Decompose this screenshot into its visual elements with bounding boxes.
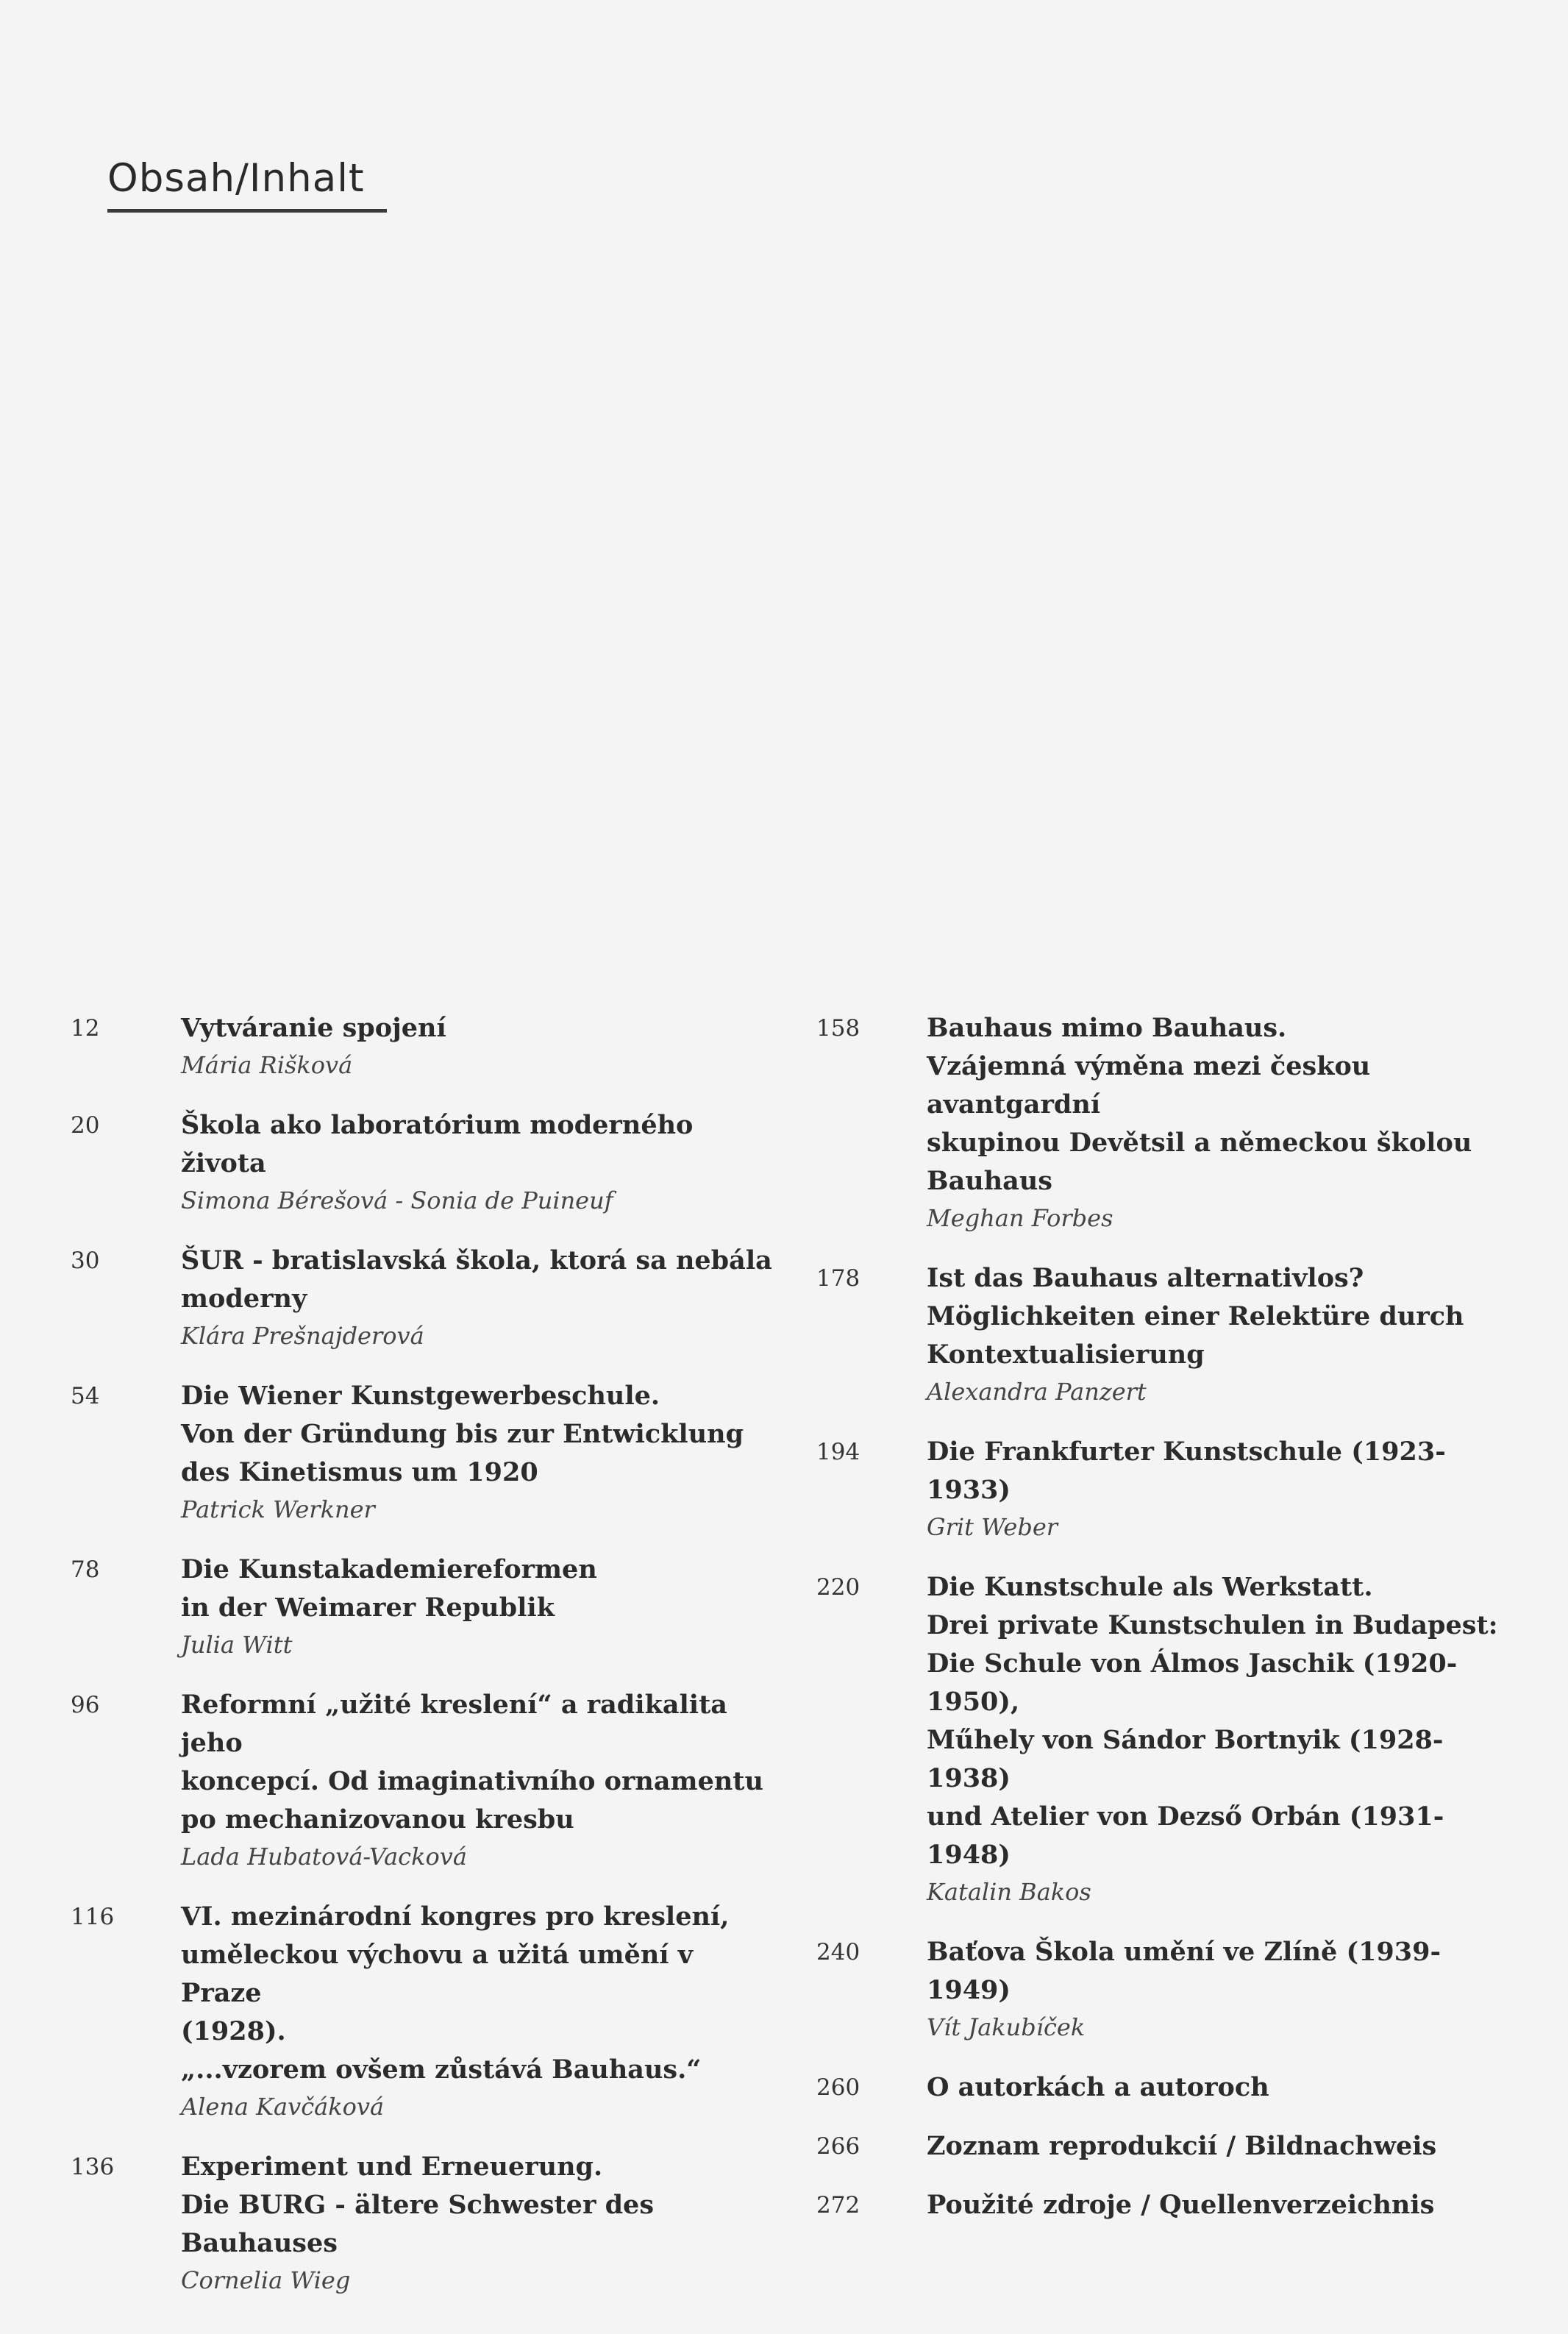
toc-page-number: 194 <box>816 1439 860 1465</box>
toc-entry-author: Meghan Forbes <box>927 1204 1113 1232</box>
toc-entry-title: Die Frankfurter Kunstschule (1923-1933) <box>927 1437 1446 1505</box>
toc-entry-title: ŠUR - bratislavská škola, ktorá sa nebála moderny <box>181 1245 772 1314</box>
toc-entry-title: Ist das Bauhaus alternativlos? Möglichkeiten einer Relektüre durch Kontextualisierung <box>927 1263 1464 1370</box>
toc-entry-author: Vít Jakubíček <box>927 2013 1086 2041</box>
toc-page-number: 240 <box>816 1939 860 1965</box>
toc-entry-title: Vytváranie spojení <box>181 1013 446 1043</box>
toc-entry-author: Alena Kavčáková <box>181 2093 385 2121</box>
toc-page-number: 136 <box>71 2154 115 2180</box>
toc-entry-author: Alexandra Panzert <box>927 1378 1147 1406</box>
toc-entry[interactable] <box>71 2148 777 2298</box>
toc-page-number: 12 <box>71 1015 100 1042</box>
toc-entry-author: Mária Rišková <box>181 1051 353 1079</box>
toc-page-number: 272 <box>816 2192 860 2219</box>
toc-entry-title: O autorkách a autoroch <box>927 2072 1269 2102</box>
toc-entry[interactable] <box>816 1433 1522 1545</box>
toc-entry[interactable] <box>816 1009 1522 1236</box>
toc-column-left <box>71 1009 777 2321</box>
toc-entry-title: Die Kunstschule als Werkstatt. Drei private Kunstschulen in Budapest: Die Schule von Álmos Jaschik (1920-1950), Műhely von Sándor Bortnyik (1928-1938) und Atelier von Dezső Orbán (1931-1948) <box>927 1572 1498 1870</box>
toc-entry[interactable] <box>71 1551 777 1662</box>
toc-entry[interactable] <box>816 1933 1522 2045</box>
toc-page-number: 266 <box>816 2133 860 2160</box>
toc-entry-author: Klára Prešnajderová <box>181 1322 424 1350</box>
toc-page-number: 158 <box>816 1015 860 1042</box>
toc-page-number: 116 <box>71 1904 115 1930</box>
toc-entry-title: Bauhaus mimo Bauhaus. Vzájemná výměna mezi českou avantgardní skupinou Devětsil a německou školou Bauhaus <box>927 1013 1472 1196</box>
toc-page-number: 30 <box>71 1248 100 1274</box>
toc-entry[interactable] <box>71 1106 777 1218</box>
toc-entry-title: Experiment und Erneuerung. Die BURG - ältere Schwester des Bauhauses <box>181 2152 655 2258</box>
toc-column-right <box>816 1009 1522 2245</box>
toc-page-number: 260 <box>816 2074 860 2101</box>
toc-entry-title: Baťova Škola umění ve Zlíně (1939-1949) <box>927 1937 1442 2005</box>
toc-entry-author: Lada Hubatová-Vacková <box>181 1843 467 1871</box>
toc-page-number: 20 <box>71 1112 100 1139</box>
toc-entry[interactable] <box>816 2186 1522 2224</box>
toc-entry-author: Julia Witt <box>181 1631 293 1659</box>
toc-entry[interactable] <box>71 1898 777 2124</box>
toc-entry-author: Simona Bérešová - Sonia de Puineuf <box>181 1186 613 1214</box>
toc-entry[interactable] <box>816 2068 1522 2107</box>
toc-page-number: 54 <box>71 1383 100 1409</box>
toc-page-number: 220 <box>816 1574 860 1601</box>
toc-entry-title: Die Kunstakademiereformen in der Weimarer Republik <box>181 1554 597 1623</box>
toc-entry[interactable] <box>71 1009 777 1083</box>
toc-entry[interactable] <box>816 2127 1522 2166</box>
toc-entry-title: Die Wiener Kunstgewerbeschule. Von der Gründung bis zur Entwicklung des Kinetismus um 1920 <box>181 1381 744 1487</box>
title-underline <box>107 209 387 213</box>
toc-entry[interactable] <box>71 1377 777 1527</box>
toc-entry-author: Patrick Werkner <box>181 1495 375 1523</box>
toc-page-number: 78 <box>71 1556 100 1583</box>
toc-page-number: 178 <box>816 1265 860 1292</box>
toc-entry-title: Škola ako laboratórium moderného života <box>181 1110 694 1178</box>
toc-entry[interactable] <box>71 1686 777 1874</box>
toc-entry[interactable] <box>816 1568 1522 1910</box>
toc-entry-title: VI. mezinárodní kongres pro kreslení, uměleckou výchovu a užitá umění v Praze (1928). „...vzorem ovšem zůstává Bauhaus.“ <box>181 1901 730 2085</box>
toc-entry-title: Reformní „užité kreslení“ a radikalita jeho koncepcí. Od imaginativního ornamentu po mechanizovanou kresbu <box>181 1690 763 1835</box>
toc-page-number: 96 <box>71 1692 100 1718</box>
toc-entry-author: Katalin Bakos <box>927 1878 1091 1906</box>
toc-entry-title: Zoznam reprodukcií / Bildnachweis <box>927 2131 1437 2161</box>
toc-entry[interactable] <box>816 1259 1522 1409</box>
page-title: Obsah/Inhalt <box>107 156 365 201</box>
toc-entry[interactable] <box>71 1242 777 1353</box>
toc-entry-author: Cornelia Wieg <box>181 2266 351 2294</box>
toc-entry-title: Použité zdroje / Quellenverzeichnis <box>927 2190 1435 2220</box>
toc-entry-author: Grit Weber <box>927 1513 1058 1541</box>
